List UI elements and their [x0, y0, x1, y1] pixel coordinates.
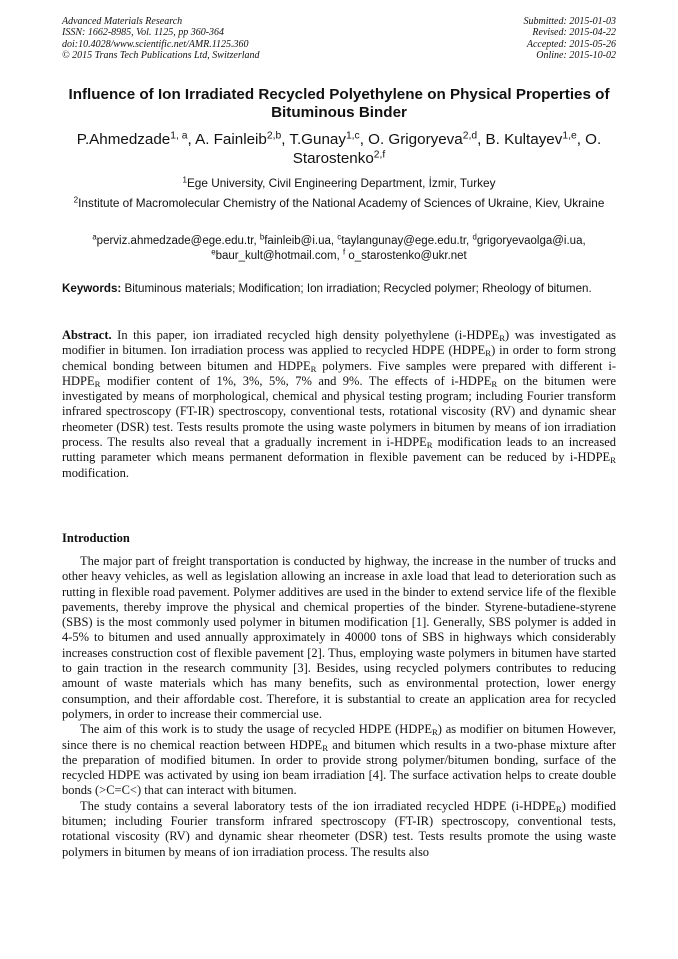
- email: $^a$perviz.ahmedzade@ege.edu.tr,: [92, 232, 260, 247]
- date-revised: Revised: 2015-04-22: [532, 27, 616, 39]
- journal-name: Advanced Materials Research: [62, 16, 183, 27]
- keywords: [62, 282, 616, 297]
- author: B. Kultayev$^{1,e}$,: [485, 130, 586, 148]
- date-accepted: Accepted: 2015-05-26: [526, 38, 616, 50]
- journal-issn: ISSN: 1662-8985, Vol. 1125, pp 360-364: [62, 27, 225, 39]
- introduction-body: [62, 554, 616, 860]
- author: P.Ahmedzade$^{1, a}$,: [76, 130, 196, 148]
- abstract-text: In this paper, ion irradiated recycled high density polyethylene $(i-HDPE_R)$ was investigated as modifier in bitumen. Ion irradiation process was applied to recycled HDPE $(HDPE_R)$ in order to form strong chemical bonding between bitumen and $HDPE_R$ polymers. Five samples were prepared with different $i-HDPE_R$ modifier content of 1%, 3%, 5%, 7% and 9%. The effects of $i-HDPE_R$ on the bitumen were investigated by means of morphological, chemical and physical testing program; including Fourier transform infrared spectroscopy (FT-IR) spectroscopy, conventional tests, rotational viscosity (RV) and dynamic shear rheometer (DSR) test. Tests results promote the using waste polymers in bitumen by means of ion irradiation process. The results also reveal that a gradually increment in $i-HDPE_R$ modification leads to an increased rutting parameter which means permanent deformation in flexible pavement can be reduced by $i-HDPE_R$ modification.: [62, 328, 617, 480]
- keywords-label: Keywords:: [62, 282, 122, 295]
- email-list: [62, 234, 616, 263]
- publication-dates: [524, 16, 617, 61]
- journal-info: [62, 16, 260, 61]
- affiliation: $^2$Institute of Macromolecular Chemistry of the National Academy of Sciences of Ukraine, Kiev, Ukraine: [73, 195, 605, 210]
- keywords-text: Bituminous materials; Modification; Ion irradiation; Recycled polymer; Rheology of bitumen.: [121, 282, 592, 295]
- email: $^b$fainleib@i.ua,: [259, 232, 338, 247]
- author: O. Grigoryeva$^{2,d}$,: [368, 130, 486, 148]
- abstract-label: Abstract.: [62, 328, 112, 342]
- paragraph: The study contains a several laboratory tests of the ion irradiated recycled HDPE $(i-HDPE_R)$ modified bitumen; including Fourier transform infrared spectroscopy (FT-IR) spectroscopy, conventional tests, rotational viscosity (RV) and dynamic shear rheometer (DSR) test. Tests results promote the using waste polymers in bitumen by means of ion irradiation process. The results also: [62, 798, 616, 859]
- paragraph: The major part of freight transportation is conducted by highway, the increase in the number of trucks and other heavy vehicles, as well as legislation allowing an increase in axle load that lead to deterioration such as rutting in flexible road pavement. Polymer additives are used in the binder to extend service life of the flexible pavements, thereby improve the physical and chemical properties of the binder. Styrene-butadiene-styrene (SBS) is the most commonly used polymer in bitumen modification [1]. Generally, SBS polymer is added in 4-5% to bitumen and used annually approximately in 40000 tons of SBS in highways which considerably increases construction cost of flexible pavement [2]. Thus, employing waste polymers in bitumen have started to gain traction in the research community [3]. Besides, using recycled polymers contributes to reducing amount of waste materials which has many benefits, such as environmental protection, lower energy consumption, and their affordable cost. Therefore, it is substantial to create an application area for recycled polymers, in order to increase their commercial use.: [62, 554, 616, 721]
- author: A. Fainleib$^{2,b}$,: [195, 130, 290, 148]
- paper-title: Influence of Ion Irradiated Recycled Polyethylene on Physical Properties of Bituminous Binder: [68, 86, 610, 121]
- affiliation: $^1$Ege University, Civil Engineering Department, İzmir, Turkey: [182, 175, 496, 190]
- email: $^e$baur_kult@hotmail.com,: [211, 247, 343, 262]
- paragraph: The aim of this work is to study the usage of recycled HDPE $(HDPE_R)$ as modifier on bitumen However, since there is no chemical reaction between $HDPE_R$ and bitumen which results in a two-phase mixture after the preparation of modified bitumen. In order to provide strong polymer/bitumen bonding, surface of the recycled HDPE was activated by using ion beam irradiation [4]. The surface activation helps to create double bonds (>C=C<) that can interact with bitumen.: [62, 722, 616, 798]
- journal-copyright: © 2015 Trans Tech Publications Ltd, Switzerland: [62, 49, 260, 61]
- author: T.Gunay$^{1,c}$,: [289, 130, 369, 148]
- section-heading-introduction: Introduction: [62, 531, 130, 545]
- email: $^d$grigoryevaolga@i.ua,: [472, 232, 586, 247]
- email: $^f$ o_starostenko@ukr.net: [342, 247, 467, 262]
- abstract: [62, 328, 616, 481]
- author: O. Starostenko$^{2,f}$: [292, 131, 602, 167]
- date-online: Online: 2015-10-02: [536, 49, 616, 61]
- email: $^c$taylangunay@ege.edu.tr,: [337, 232, 473, 247]
- date-submitted: Submitted: 2015-01-03: [523, 16, 616, 27]
- author-list: [62, 130, 616, 168]
- journal-doi: doi:10.4028/www.scientific.net/AMR.1125.360: [62, 38, 249, 50]
